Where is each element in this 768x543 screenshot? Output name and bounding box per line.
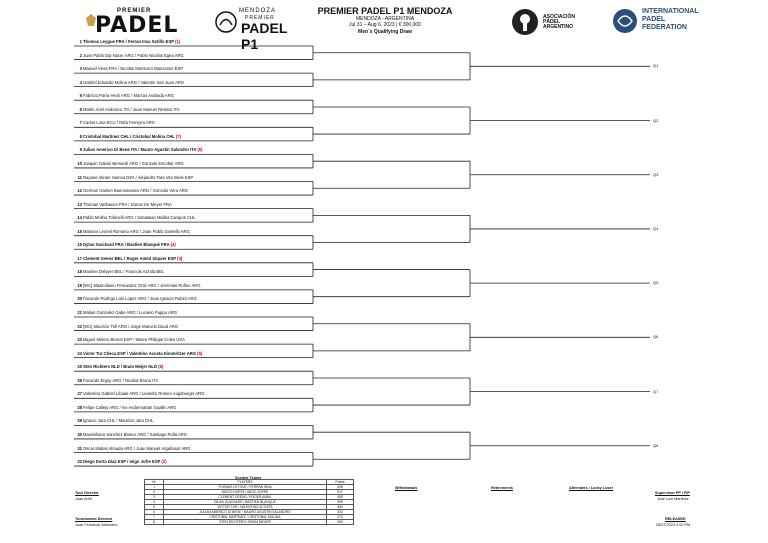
seed-points: 399 bbox=[327, 500, 354, 505]
seed-nr: 3 bbox=[145, 495, 164, 500]
entry-number: 27 bbox=[77, 391, 82, 397]
entry-team-name: Martin Ariel Andonico ITA / Juan Manuel Restino ITA bbox=[83, 106, 180, 112]
entry-seed: (1) bbox=[173, 39, 181, 44]
qualifier-label: Q8 bbox=[653, 442, 659, 448]
qualifier-label: Q1 bbox=[653, 63, 659, 69]
entry-number: 19 bbox=[77, 282, 82, 288]
entry-number: 5 bbox=[79, 93, 82, 99]
entry-team-name: Pablo Molina Tofanelli ARG / Sebastian Maillot Campos CHL bbox=[83, 215, 196, 221]
seed-nr: 6 bbox=[145, 510, 164, 515]
apa-line-1: ASOCIACIÓN bbox=[543, 14, 575, 20]
tour-director-label: Tour Director bbox=[75, 491, 99, 495]
seed-points: 384 bbox=[327, 505, 354, 510]
entry-team-name: Valentino Gabriel Libaak ARG / Leandro Romeo Augsburger ARG bbox=[83, 391, 205, 397]
retirements-label: Retirements bbox=[491, 486, 513, 490]
seed-row bbox=[145, 520, 354, 525]
entry-team-name: Dylan Guichard FRA / Bastien Blanqué FRA bbox=[83, 242, 170, 248]
entry-seed: (6) bbox=[196, 147, 203, 153]
logo-mid-top: MENDOZA bbox=[239, 8, 276, 14]
entry-team-name: Julian Americo Di Bene ITA / Mauro Agustin Salandro ITA bbox=[83, 147, 197, 153]
entry-number: 8 bbox=[79, 133, 82, 139]
seed-header-players: PLAYERS bbox=[164, 480, 327, 485]
released-date: 28/07/2023 2:00 PM bbox=[656, 523, 691, 527]
qualifier-label: Q5 bbox=[653, 280, 659, 286]
seed-points: 333 bbox=[327, 510, 354, 515]
seed-players: VICTOR TUR / VALENTINO ACOSTA bbox=[164, 505, 327, 510]
seed-players: CRISTOBAL MARTINEZ / CRISTOBAL MOLINA bbox=[164, 515, 327, 520]
entry-seed: (5) bbox=[196, 350, 203, 356]
entry-team-name: [WC] Mauricio Trill ARG / Jorge Marcelo Daud ARG bbox=[83, 323, 179, 329]
supervisor-label: Supervisor PP / FIP bbox=[655, 491, 690, 495]
tournament-director-label: Tournament Director bbox=[75, 517, 113, 521]
entry-team-name: Facundo Ergoy ARG / Nicolas Bruna ITA bbox=[83, 377, 159, 383]
location: MENDOZA - ARGENTINA bbox=[355, 16, 415, 22]
entry-team-name: Cristobal Martinez CHL / Cristobal Molina CHL bbox=[83, 133, 175, 139]
entry-team-name: Thomas Leygue FRA / Ferran Insa Sotillo ESP bbox=[83, 39, 174, 44]
entry-number: 7 bbox=[79, 120, 82, 126]
seed-players: JULIAN AMERICO DI BENE / MAURO AGUSTIN SALANDRO bbox=[164, 510, 327, 515]
entry-number: 30 bbox=[77, 431, 82, 437]
seed-points: 266 bbox=[327, 520, 354, 525]
entry-team-name: Oscar Matias Almada ARG / Juan Manuel Argañaraz ARG bbox=[83, 445, 191, 451]
entry-team-name: Joaquin Gaitan Bernardi ARG / Gonzalo Escobar ARG bbox=[83, 160, 184, 166]
qualifier-label: Q6 bbox=[653, 334, 659, 340]
entry-number: 16 bbox=[77, 242, 82, 248]
entry-number: 32 bbox=[77, 459, 82, 465]
seeded-title: Seeded Teams bbox=[235, 476, 262, 480]
entry-team-name: Maxime Deloyer BEL / Francois Azzola BEL bbox=[83, 269, 165, 275]
entry-number: 10 bbox=[77, 160, 82, 166]
seed-players: CLEMENT GEENS / ROGER AMML bbox=[164, 495, 327, 500]
logo-big-text: PADEL bbox=[95, 13, 179, 38]
entry-number: 11 bbox=[77, 174, 82, 180]
seeded-table bbox=[144, 479, 354, 525]
apa-line-3: ARGENTINO bbox=[543, 24, 573, 30]
entry-team-name: Rayane Akram Hamou DZA / Alejandro Tara Van Beek ESP bbox=[83, 174, 194, 180]
entry-number: 22 bbox=[77, 323, 82, 329]
entry-number: 6 bbox=[79, 106, 82, 112]
tour-director: Juan Arief bbox=[75, 497, 92, 501]
entry-team-name: Matias Gonzalez Gabe ARG / Luciano Puppo ARG bbox=[83, 310, 178, 315]
entry-seed: (3) bbox=[176, 255, 183, 261]
entry-number: 9 bbox=[79, 147, 82, 153]
seed-players: STEN RICHTERS / BRAM MEIJER bbox=[164, 520, 327, 525]
draw-name: Men´s Qualifying Draw bbox=[358, 29, 412, 35]
qualifier-label: Q4 bbox=[653, 225, 659, 231]
seed-nr: 5 bbox=[145, 505, 164, 510]
entry-number: 20 bbox=[77, 296, 82, 302]
entry-number: 29 bbox=[77, 418, 82, 424]
logo-mid-sub: PREMIER bbox=[245, 15, 275, 21]
entry-number: 13 bbox=[77, 201, 82, 207]
seed-nr: 4 bbox=[145, 500, 164, 505]
seed-nr: 8 bbox=[145, 520, 164, 525]
tournament-director: Juan Fernando Maiorano bbox=[75, 523, 118, 527]
qualifier-label: Q2 bbox=[653, 117, 659, 123]
ipf-line-3: FEDERATION bbox=[642, 24, 687, 31]
entry-number: 4 bbox=[79, 79, 82, 85]
seed-nr: 7 bbox=[145, 515, 164, 520]
entry-team-name: Miguel Melero Bernal ESP / Mateo Philippe Coles USA bbox=[83, 337, 185, 343]
entry-seed: (2) bbox=[160, 459, 167, 465]
entry-team-name: Manuel Viera FRA / Nicolás Monsurro Manzanos ESP bbox=[83, 66, 184, 72]
released-label: RELEASED bbox=[665, 517, 686, 521]
entry-team-name: Thomas Vanbauce FRA / Dorian De Meyer FRA bbox=[83, 201, 172, 207]
entry-number: 21 bbox=[77, 310, 82, 315]
entry-team-name: Diego Dorta Diaz ESP / Inigo Jofre ESP bbox=[83, 459, 161, 465]
entry-team-name: Ignacio Jara CHL / Mauricio Jara CHL bbox=[83, 418, 154, 424]
seed-header-points: Points bbox=[327, 480, 354, 485]
entry-team-name: Fabricio Parra Heck ARG / Marcos Andrada ARG bbox=[83, 93, 174, 99]
entry-team-name: [WC] Maximiliano Fernandez Ortiz ARG / Jeremias Rufino ARG bbox=[83, 282, 201, 288]
logo-small-text: PREMIER bbox=[117, 8, 152, 14]
entry-seed: (4) bbox=[169, 242, 176, 248]
seed-players: DILAN GUICHARD / BASTIEN BLANQUE bbox=[164, 500, 327, 505]
qualifier-label: Q7 bbox=[653, 388, 659, 394]
entry-seed: (8) bbox=[157, 364, 164, 370]
entry-number: 3 bbox=[79, 66, 82, 72]
entry-number: 25 bbox=[77, 364, 82, 370]
entry-number: 23 bbox=[77, 337, 82, 343]
seed-players: DIEGO DORTA / INIGO JOFRE bbox=[164, 490, 327, 495]
seed-nr: 1 bbox=[145, 485, 164, 490]
entry-number: 26 bbox=[77, 377, 82, 383]
entry-number: 12 bbox=[77, 188, 82, 194]
entry-team-name: Maximiliano Sanchez Blasco ARG / Santiago Rolla ARG bbox=[83, 431, 188, 437]
alternates-label: Alternates / Lucky Loser bbox=[569, 486, 614, 490]
entry-team-name: Felipe Callejo ARG / Ivo Andermattan Guallin ARG bbox=[83, 404, 177, 410]
entry-number: 17 bbox=[77, 255, 82, 261]
entry-team-name: German Gaston Buenosvaves ARG / Gonzalo Vera ARG bbox=[83, 188, 188, 194]
seed-points: 495 bbox=[327, 495, 354, 500]
logo-mid-big: PADEL P1 bbox=[241, 20, 288, 52]
entry-number: 1 bbox=[79, 39, 82, 44]
qualifier-label: Q3 bbox=[653, 171, 659, 177]
withdrawals-label: Withdrawals bbox=[395, 486, 418, 490]
entry-number: 15 bbox=[77, 228, 82, 234]
entry-number: 2 bbox=[79, 52, 82, 58]
entry-team-name: Gabriel Eduardo Molina ARG / Valentin San Juan ARG bbox=[83, 79, 185, 85]
seed-points: 517 bbox=[327, 490, 354, 495]
seed-header-nr: Nr bbox=[145, 480, 164, 485]
dates: Jul 31 – Aug 6, 2023 | € 300,000 bbox=[349, 22, 421, 28]
entry-number: 31 bbox=[77, 445, 82, 451]
seed-nr: 2 bbox=[145, 490, 164, 495]
entry-team-name: Juan Pablo Dip Nacer ARG / Pablo Nicolas Egea ARG bbox=[83, 52, 184, 58]
entry-team-name: Facundo Rodrigo Luis Lopez ARG / Juan Ignacio Rubini ARG bbox=[83, 296, 197, 302]
entry-number: 14 bbox=[77, 215, 82, 221]
seed-points: 536 bbox=[327, 485, 354, 490]
entry-team-name: Mariano Leonel Romano ARG / Juan Pablo Dantello ARG bbox=[83, 228, 190, 234]
entry-number: 18 bbox=[77, 269, 82, 275]
entry-number: 24 bbox=[77, 350, 82, 356]
ipf-line-2: PADEL bbox=[642, 16, 666, 23]
entry-team-name: Victor Tur Checa ESP / Valentino Acosta Kimmritzer ARG bbox=[83, 350, 197, 356]
seed-points: 270 bbox=[327, 515, 354, 520]
seed-players: THOMAS LEYGUE / FERRAN INSA bbox=[164, 485, 327, 490]
entry-seed: (7) bbox=[174, 133, 182, 139]
entry-team-name: Sten Richters NLD / Bram Meijer NLD bbox=[83, 364, 157, 370]
entry-number: 28 bbox=[77, 404, 82, 410]
page-title: PREMIER PADEL P1 MENDOZA bbox=[317, 6, 453, 16]
apa-line-2: PÁDEL bbox=[543, 19, 560, 25]
supervisor: José Luis Martinez bbox=[657, 497, 689, 501]
entry-team-name: Clement Geens BEL / Roger Amml Siquier ESP bbox=[83, 255, 177, 261]
ipf-line-1: INTERNATIONAL bbox=[642, 8, 699, 15]
entry-team-name: Carlos Luna ECU / Rafa Ferreyra ARG bbox=[83, 120, 155, 126]
